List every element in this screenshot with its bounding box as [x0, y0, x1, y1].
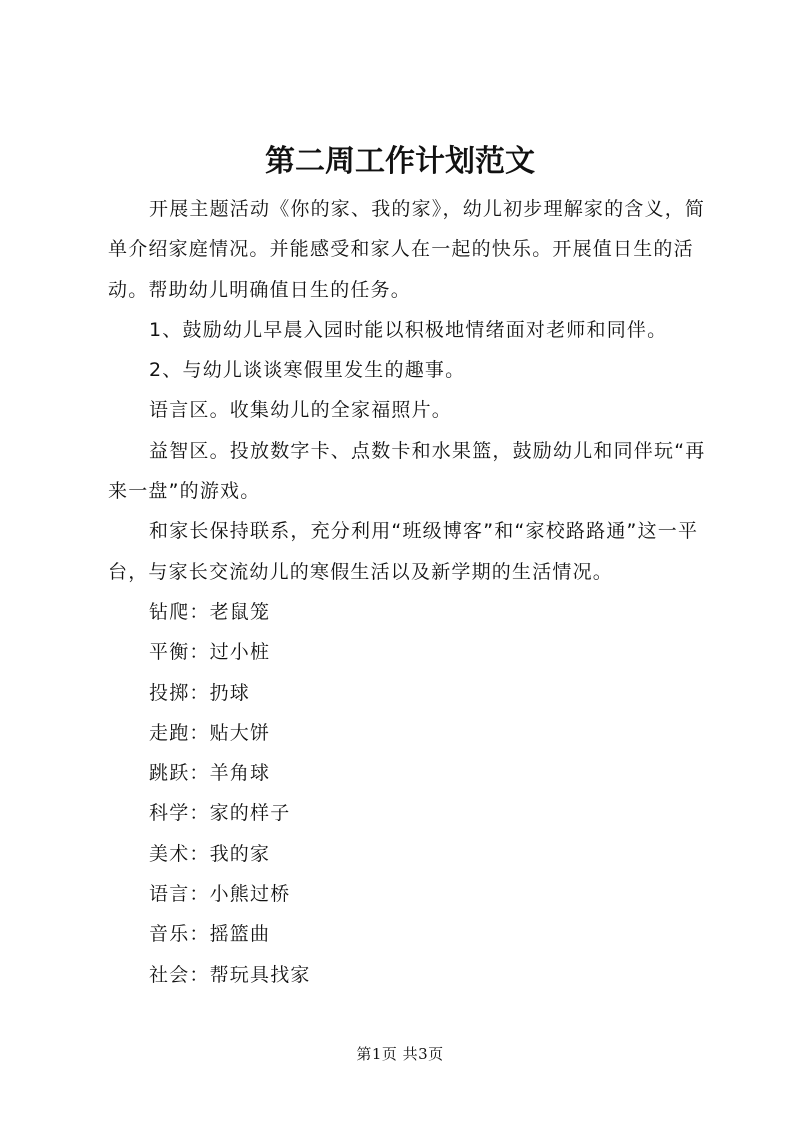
paragraph-item-1: 1、鼓励幼儿早晨入园时能以积极地情绪面对老师和同伴。: [149, 318, 668, 341]
paragraph-puzzle-area: 益智区。投放数字卡、点数卡和水果篮，鼓励幼儿和同伴玩“再来一盘”的游戏。: [108, 439, 706, 503]
activity-line: 投掷：扔球: [149, 681, 251, 704]
document-title: 第二周工作计划范文: [265, 144, 535, 179]
activity-line: 平衡：过小桩: [149, 641, 271, 664]
page-footer: 第1页 共3页: [356, 1045, 444, 1063]
activity-line: 音乐：摇篮曲: [149, 923, 271, 946]
paragraph-language-area: 语言区。收集幼儿的全家福照片。: [149, 399, 453, 422]
activity-line: 美术：我的家: [149, 842, 271, 865]
document-body: [108, 189, 708, 995]
paragraph-intro: 开展主题活动《你的家、我的家》，幼儿初步理解家的含义，简单介绍家庭情况。并能感受和家人在一起的快乐。开展值日生的活动。帮助幼儿明确值日生的任务。: [108, 198, 706, 301]
activity-line: 语言：小熊过桥: [149, 883, 291, 906]
activity-line: 钻爬：老鼠笼: [149, 600, 271, 623]
paragraph-item-2: 2、与幼儿谈谈寒假里发生的趣事。: [149, 359, 466, 382]
activity-line: 走跑：贴大饼: [149, 721, 271, 744]
paragraph-parent-contact: 和家长保持联系，充分利用“班级博客”和“家校路路通”这一平台，与家长交流幼儿的寒假生活以及新学期的生活情况。: [108, 520, 699, 583]
activity-line: 跳跃：羊角球: [149, 762, 271, 785]
activity-line: 科学：家的样子: [149, 802, 291, 825]
activity-line: 社会：帮玩具找家: [149, 963, 311, 986]
